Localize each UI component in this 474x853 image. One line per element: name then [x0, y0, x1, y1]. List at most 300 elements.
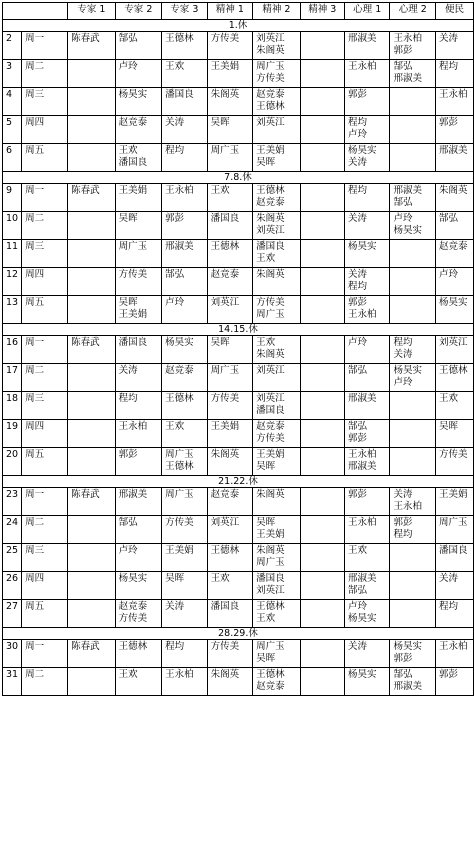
staff-name: 郜弘 [118, 33, 138, 44]
staff-name: 王永柏 [118, 421, 148, 432]
staff-name: 朱阁英 [256, 269, 285, 280]
cell-expert-3 [162, 600, 208, 628]
staff-name: 王德林 [118, 641, 148, 652]
header-psychology-1: 心理 1 [344, 3, 390, 20]
staff-name: 陈春武 [71, 337, 100, 348]
cell-psychology-2 [390, 420, 436, 448]
cell-convenience [436, 60, 474, 88]
day-number: 20 [3, 448, 22, 476]
cell-expert-2 [115, 212, 161, 240]
staff-name: 吴晖 [256, 517, 276, 528]
cell-expert-1 [68, 448, 115, 476]
schedule-container [2, 2, 474, 696]
cell-expert-2 [115, 32, 161, 60]
cell-psychiatry-1 [207, 88, 253, 116]
cell-psychiatry-2 [253, 392, 300, 420]
cell-psychology-2 [390, 32, 436, 60]
weekday: 周三 [22, 544, 68, 572]
cell-psychiatry-3 [300, 392, 344, 420]
day-number: 6 [3, 144, 22, 172]
cell-convenience [436, 212, 474, 240]
cell-expert-2 [115, 336, 161, 364]
cell-expert-3 [162, 544, 208, 572]
cell-expert-2 [115, 640, 161, 668]
staff-name: 吴晖 [439, 421, 459, 432]
cell-psychiatry-2 [253, 364, 300, 392]
cell-psychiatry-1 [207, 488, 253, 516]
staff-name: 方传美 [210, 393, 240, 404]
staff-name: 程均 [347, 117, 367, 128]
staff-name: 赵竞泰 [118, 601, 148, 612]
cell-psychology-2 [390, 488, 436, 516]
staff-name: 王美娟 [118, 185, 148, 196]
cell-psychiatry-2 [253, 544, 300, 572]
weekday: 周四 [22, 116, 68, 144]
weekday: 周三 [22, 392, 68, 420]
staff-name: 郜弘 [347, 585, 367, 596]
staff-name: 郜弘 [347, 365, 367, 376]
staff-name: 周广玉 [256, 309, 285, 320]
cell-psychology-1 [344, 116, 390, 144]
cell-expert-1 [68, 32, 115, 60]
staff-name: 杨昊实 [118, 89, 148, 100]
cell-expert-2 [115, 448, 161, 476]
staff-name: 郭彭 [347, 89, 367, 100]
staff-name: 吴晖 [118, 213, 138, 224]
staff-name: 王美娟 [118, 309, 148, 320]
weekday: 周五 [22, 448, 68, 476]
cell-expert-3 [162, 144, 208, 172]
staff-name: 陈春武 [71, 33, 100, 44]
day-number: 19 [3, 420, 22, 448]
cell-expert-1 [68, 336, 115, 364]
cell-expert-2 [115, 240, 161, 268]
staff-name: 邢淑美 [347, 33, 377, 44]
staff-name: 朱阁英 [210, 89, 240, 100]
staff-name: 潘国良 [210, 601, 240, 612]
cell-psychiatry-1 [207, 116, 253, 144]
weekday: 周一 [22, 184, 68, 212]
cell-expert-1 [68, 240, 115, 268]
staff-name: 程均 [165, 641, 185, 652]
staff-name: 杨昊实 [165, 337, 194, 348]
day-number: 13 [3, 296, 22, 324]
cell-psychology-1 [344, 144, 390, 172]
cell-psychiatry-2 [253, 296, 300, 324]
cell-expert-1 [68, 572, 115, 600]
day-number: 12 [3, 268, 22, 296]
cell-convenience [436, 116, 474, 144]
staff-name: 赵竞泰 [118, 117, 148, 128]
day-number: 27 [3, 600, 22, 628]
cell-expert-2 [115, 116, 161, 144]
cell-psychiatry-1 [207, 640, 253, 668]
cell-psychiatry-2 [253, 144, 300, 172]
weekday: 周二 [22, 668, 68, 696]
staff-name: 杨昊实 [393, 225, 422, 236]
cell-expert-2 [115, 88, 161, 116]
cell-psychology-2 [390, 296, 436, 324]
cell-psychology-1 [344, 600, 390, 628]
weekday: 周三 [22, 240, 68, 268]
cell-psychiatry-3 [300, 60, 344, 88]
cell-psychology-2 [390, 448, 436, 476]
cell-psychology-2 [390, 600, 436, 628]
day-number: 31 [3, 668, 22, 696]
staff-name: 郜弘 [118, 517, 138, 528]
staff-name: 王德林 [165, 461, 194, 472]
staff-name: 王美娟 [439, 489, 468, 500]
staff-name: 吴晖 [256, 157, 276, 168]
day-number: 23 [3, 488, 22, 516]
cell-expert-3 [162, 516, 208, 544]
staff-name: 陈春武 [71, 185, 100, 196]
staff-name: 周广玉 [210, 365, 240, 376]
staff-name: 周广玉 [256, 61, 285, 72]
staff-name: 邢淑美 [118, 489, 148, 500]
cell-expert-3 [162, 668, 208, 696]
cell-psychology-1 [344, 668, 390, 696]
day-number: 11 [3, 240, 22, 268]
cell-psychology-1 [344, 392, 390, 420]
cell-psychiatry-3 [300, 88, 344, 116]
cell-expert-2 [115, 488, 161, 516]
cell-psychology-1 [344, 572, 390, 600]
cell-psychiatry-1 [207, 240, 253, 268]
staff-name: 刘英江 [256, 33, 285, 44]
staff-name: 关涛 [393, 489, 413, 500]
day-number: 2 [3, 32, 22, 60]
day-number: 17 [3, 364, 22, 392]
cell-psychology-1 [344, 268, 390, 296]
staff-name: 赵竞泰 [256, 89, 285, 100]
staff-name: 程均 [439, 601, 459, 612]
staff-name: 郜弘 [439, 213, 459, 224]
cell-psychiatry-2 [253, 212, 300, 240]
staff-name: 赵竞泰 [256, 681, 285, 692]
cell-psychiatry-3 [300, 420, 344, 448]
day-number: 10 [3, 212, 22, 240]
cell-psychology-2 [390, 516, 436, 544]
cell-expert-2 [115, 600, 161, 628]
cell-convenience [436, 392, 474, 420]
cell-psychology-1 [344, 640, 390, 668]
staff-name: 潘国良 [439, 545, 468, 556]
cell-convenience [436, 336, 474, 364]
weekday: 周四 [22, 268, 68, 296]
schedule-row [3, 184, 474, 212]
staff-name: 朱阁英 [210, 669, 240, 680]
rest-day-row [3, 324, 474, 336]
cell-psychiatry-2 [253, 184, 300, 212]
staff-name: 王欢 [439, 393, 459, 404]
staff-name: 程均 [347, 185, 367, 196]
rest-day-row [3, 172, 474, 184]
staff-name: 卢玲 [347, 601, 367, 612]
day-number: 5 [3, 116, 22, 144]
cell-expert-3 [162, 364, 208, 392]
cell-psychiatry-3 [300, 296, 344, 324]
staff-name: 关涛 [347, 641, 367, 652]
staff-name: 刘英江 [256, 117, 285, 128]
staff-name: 程均 [118, 393, 138, 404]
staff-name: 程均 [393, 337, 413, 348]
cell-psychology-1 [344, 32, 390, 60]
weekday: 周五 [22, 600, 68, 628]
schedule-row [3, 448, 474, 476]
staff-name: 吴晖 [210, 337, 230, 348]
staff-name: 朱阁英 [256, 545, 285, 556]
staff-name: 朱阁英 [439, 185, 468, 196]
staff-name: 王德林 [439, 365, 468, 376]
day-number: 16 [3, 336, 22, 364]
staff-name: 邢淑美 [393, 73, 422, 84]
staff-name: 邢淑美 [165, 241, 194, 252]
staff-name: 王欢 [165, 61, 185, 72]
cell-expert-1 [68, 144, 115, 172]
staff-name: 杨昊实 [393, 641, 422, 652]
staff-name: 王德林 [256, 601, 285, 612]
cell-convenience [436, 640, 474, 668]
schedule-row [3, 668, 474, 696]
weekday: 周四 [22, 572, 68, 600]
staff-name: 邢淑美 [393, 681, 422, 692]
weekday: 周一 [22, 32, 68, 60]
cell-expert-3 [162, 420, 208, 448]
staff-name: 王欢 [165, 421, 185, 432]
weekday: 周二 [22, 516, 68, 544]
rest-day-row [3, 628, 474, 640]
staff-name: 王德林 [210, 241, 240, 252]
cell-psychology-1 [344, 488, 390, 516]
staff-name: 潘国良 [256, 405, 285, 416]
staff-name: 刘英江 [439, 337, 468, 348]
day-number: 30 [3, 640, 22, 668]
cell-psychology-2 [390, 240, 436, 268]
cell-psychology-1 [344, 448, 390, 476]
cell-psychology-2 [390, 184, 436, 212]
day-number: 24 [3, 516, 22, 544]
staff-name: 王美娟 [210, 421, 240, 432]
staff-name: 王欢 [118, 669, 138, 680]
staff-name: 周广玉 [210, 145, 240, 156]
staff-name: 邢淑美 [347, 461, 377, 472]
header-row [3, 3, 474, 20]
cell-expert-1 [68, 420, 115, 448]
staff-name: 王美娟 [256, 449, 285, 460]
cell-psychiatry-1 [207, 212, 253, 240]
staff-name: 潘国良 [118, 157, 148, 168]
header-expert-1: 专家 1 [68, 3, 115, 20]
staff-name: 杨昊实 [347, 669, 377, 680]
cell-expert-2 [115, 516, 161, 544]
cell-expert-1 [68, 60, 115, 88]
cell-expert-1 [68, 544, 115, 572]
staff-name: 陈春武 [71, 489, 100, 500]
day-number: 25 [3, 544, 22, 572]
cell-psychology-2 [390, 364, 436, 392]
staff-name: 关涛 [165, 601, 185, 612]
rest-day-label: 28.29.休 [3, 628, 474, 640]
cell-psychology-1 [344, 296, 390, 324]
cell-expert-3 [162, 488, 208, 516]
staff-name: 王永柏 [439, 89, 468, 100]
staff-name: 赵竞泰 [210, 269, 240, 280]
schedule-row [3, 420, 474, 448]
staff-name: 王美娟 [256, 145, 285, 156]
weekday: 周二 [22, 60, 68, 88]
staff-name: 郭彭 [393, 653, 413, 664]
staff-name: 杨昊实 [439, 297, 468, 308]
cell-expert-3 [162, 116, 208, 144]
staff-name: 朱阁英 [256, 45, 285, 56]
cell-convenience [436, 296, 474, 324]
staff-name: 王美娟 [165, 545, 194, 556]
cell-psychology-2 [390, 336, 436, 364]
staff-name: 王永柏 [165, 669, 194, 680]
cell-expert-1 [68, 600, 115, 628]
weekday: 周一 [22, 336, 68, 364]
schedule-row [3, 268, 474, 296]
day-number: 26 [3, 572, 22, 600]
cell-psychiatry-2 [253, 60, 300, 88]
cell-expert-3 [162, 336, 208, 364]
cell-convenience [436, 544, 474, 572]
cell-psychology-2 [390, 640, 436, 668]
staff-name: 关涛 [439, 573, 459, 584]
staff-name: 吴晖 [210, 117, 230, 128]
cell-expert-1 [68, 296, 115, 324]
cell-psychology-1 [344, 336, 390, 364]
staff-name: 王德林 [256, 185, 285, 196]
cell-expert-3 [162, 572, 208, 600]
rest-day-label: 21.22.休 [3, 476, 474, 488]
staff-name: 刘英江 [256, 365, 285, 376]
cell-convenience [436, 240, 474, 268]
staff-name: 王永柏 [439, 641, 468, 652]
cell-psychiatry-1 [207, 32, 253, 60]
cell-psychology-1 [344, 184, 390, 212]
cell-psychiatry-1 [207, 516, 253, 544]
cell-convenience [436, 364, 474, 392]
cell-psychiatry-2 [253, 640, 300, 668]
cell-expert-1 [68, 268, 115, 296]
staff-name: 赵竞泰 [165, 365, 194, 376]
staff-name: 卢玲 [118, 545, 138, 556]
rest-day-label: 1.休 [3, 20, 474, 32]
cell-expert-1 [68, 516, 115, 544]
staff-name: 卢玲 [393, 377, 413, 388]
rest-day-row [3, 20, 474, 32]
cell-psychiatry-3 [300, 544, 344, 572]
schedule-row [3, 296, 474, 324]
staff-name: 王欢 [256, 253, 276, 264]
staff-name: 郜弘 [347, 421, 367, 432]
cell-convenience [436, 668, 474, 696]
staff-name: 王德林 [210, 545, 240, 556]
cell-expert-1 [68, 392, 115, 420]
cell-psychiatry-3 [300, 240, 344, 268]
staff-name: 郭彭 [439, 117, 459, 128]
staff-name: 陈春武 [71, 641, 100, 652]
day-number: 3 [3, 60, 22, 88]
staff-name: 杨昊实 [118, 573, 148, 584]
staff-name: 杨昊实 [347, 241, 377, 252]
staff-name: 王欢 [210, 185, 230, 196]
cell-psychiatry-2 [253, 572, 300, 600]
cell-psychiatry-3 [300, 212, 344, 240]
header-expert-3: 专家 3 [162, 3, 208, 20]
staff-name: 关涛 [118, 365, 138, 376]
staff-name: 刘英江 [256, 393, 285, 404]
staff-name: 程均 [347, 281, 367, 292]
cell-psychiatry-3 [300, 516, 344, 544]
cell-psychology-1 [344, 516, 390, 544]
staff-name: 潘国良 [256, 241, 285, 252]
rest-day-label: 14.15.休 [3, 324, 474, 336]
cell-convenience [436, 144, 474, 172]
header-psychiatry-2: 精神 2 [253, 3, 300, 20]
cell-psychiatry-1 [207, 296, 253, 324]
cell-expert-2 [115, 668, 161, 696]
header-convenience: 便民 [436, 3, 474, 20]
cell-psychiatry-3 [300, 32, 344, 60]
staff-name: 王德林 [165, 393, 194, 404]
cell-psychiatry-2 [253, 268, 300, 296]
cell-psychiatry-2 [253, 668, 300, 696]
rest-day-row [3, 476, 474, 488]
cell-expert-2 [115, 144, 161, 172]
cell-expert-3 [162, 88, 208, 116]
cell-expert-2 [115, 296, 161, 324]
cell-psychiatry-1 [207, 544, 253, 572]
cell-convenience [436, 572, 474, 600]
staff-name: 王美娟 [210, 61, 240, 72]
staff-name: 郭彭 [347, 297, 367, 308]
staff-name: 关涛 [347, 157, 367, 168]
cell-psychiatry-2 [253, 32, 300, 60]
staff-name: 方传美 [118, 269, 148, 280]
cell-psychology-1 [344, 420, 390, 448]
cell-expert-3 [162, 296, 208, 324]
cell-psychiatry-3 [300, 336, 344, 364]
cell-psychiatry-1 [207, 364, 253, 392]
cell-expert-2 [115, 184, 161, 212]
cell-expert-1 [68, 364, 115, 392]
staff-name: 王德林 [165, 33, 194, 44]
staff-name: 王美娟 [256, 529, 285, 540]
header-day [3, 3, 68, 20]
schedule-row [3, 144, 474, 172]
cell-psychology-1 [344, 60, 390, 88]
cell-psychiatry-1 [207, 420, 253, 448]
cell-psychiatry-1 [207, 336, 253, 364]
staff-name: 方传美 [256, 433, 285, 444]
cell-psychiatry-3 [300, 184, 344, 212]
weekday: 周五 [22, 144, 68, 172]
cell-convenience [436, 488, 474, 516]
staff-name: 吴晖 [118, 297, 138, 308]
cell-expert-2 [115, 572, 161, 600]
cell-psychiatry-2 [253, 516, 300, 544]
header-psychiatry-1: 精神 1 [207, 3, 253, 20]
cell-expert-2 [115, 268, 161, 296]
staff-name: 关涛 [347, 213, 367, 224]
cell-psychology-1 [344, 88, 390, 116]
day-number: 18 [3, 392, 22, 420]
cell-psychology-2 [390, 572, 436, 600]
staff-name: 王欢 [256, 613, 276, 624]
